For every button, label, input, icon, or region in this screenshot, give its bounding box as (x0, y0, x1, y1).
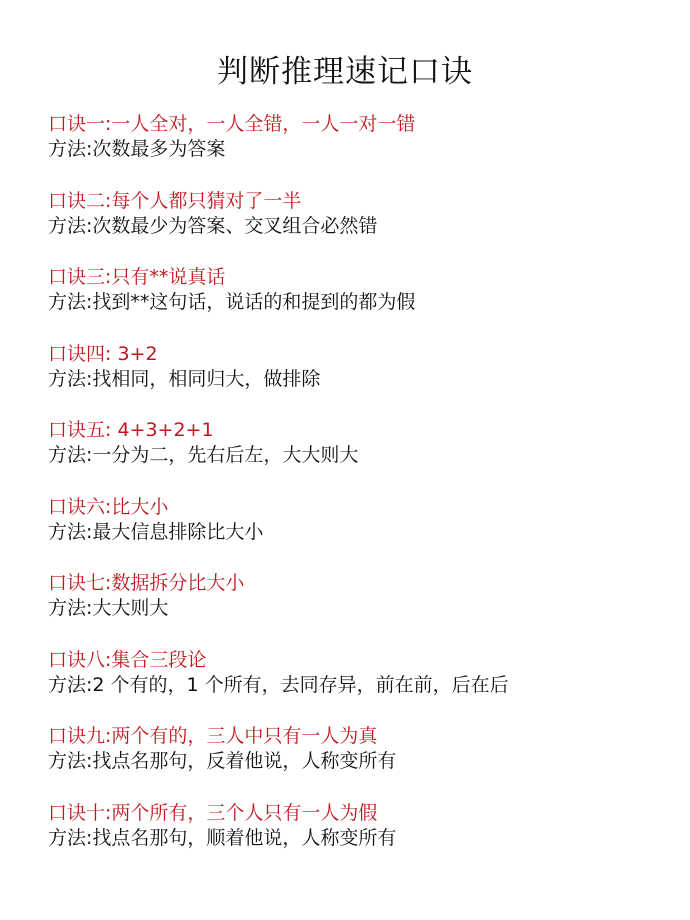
mnemonic-method: 方法:次数最少为答案、交叉组合必然错 (48, 214, 378, 237)
list-item (48, 801, 668, 878)
mnemonic-method: 方法:大大则大 (48, 597, 169, 619)
list-item (48, 495, 668, 572)
mnemonic-heading: 口诀五: 4+3+2+1 (48, 419, 214, 441)
mnemonic-method: 方法:找点名那句，顺着他说，人称变所有 (48, 826, 397, 849)
list-item (48, 571, 668, 648)
mnemonic-method: 方法:一分为二，先右后左，大大则大 (48, 444, 359, 466)
mnemonic-method: 方法:找点名那句，反着他说，人称变所有 (48, 750, 397, 772)
mnemonic-heading: 口诀七:数据拆分比大小 (48, 572, 245, 594)
mnemonic-heading: 口诀十:两个所有，三个人只有一人为假 (48, 801, 378, 824)
mnemonic-list (48, 112, 668, 877)
list-item (48, 342, 668, 419)
page-title: 判断推理速记口诀 (217, 54, 473, 90)
list-item (48, 648, 668, 725)
mnemonic-heading: 口诀一:一人全对，一人全错，一人一对一错 (48, 113, 416, 135)
list-item (48, 265, 668, 342)
list-item (48, 418, 668, 495)
mnemonic-heading: 口诀八:集合三段论 (48, 648, 207, 671)
mnemonic-method: 方法:次数最多为答案 (48, 138, 226, 160)
mnemonic-method: 方法:最大信息排除比大小 (48, 520, 264, 543)
mnemonic-heading: 口诀三:只有**说真话 (48, 266, 226, 288)
mnemonic-heading: 口诀六:比大小 (48, 495, 169, 518)
mnemonic-method: 方法:2 个有的，1 个所有，去同存异，前在前，后在后 (48, 673, 509, 696)
list-item (48, 189, 668, 266)
list-item (48, 112, 668, 189)
mnemonic-heading: 口诀二:每个人都只猜对了一半 (48, 189, 302, 212)
mnemonic-method: 方法:找相同，相同归大，做排除 (48, 367, 321, 390)
mnemonic-heading: 口诀九:两个有的，三人中只有一人为真 (48, 725, 378, 747)
mnemonic-heading: 口诀四: 3+2 (48, 342, 158, 365)
list-item (48, 724, 668, 801)
mnemonic-method: 方法:找到**这句话，说话的和提到的都为假 (48, 291, 416, 313)
